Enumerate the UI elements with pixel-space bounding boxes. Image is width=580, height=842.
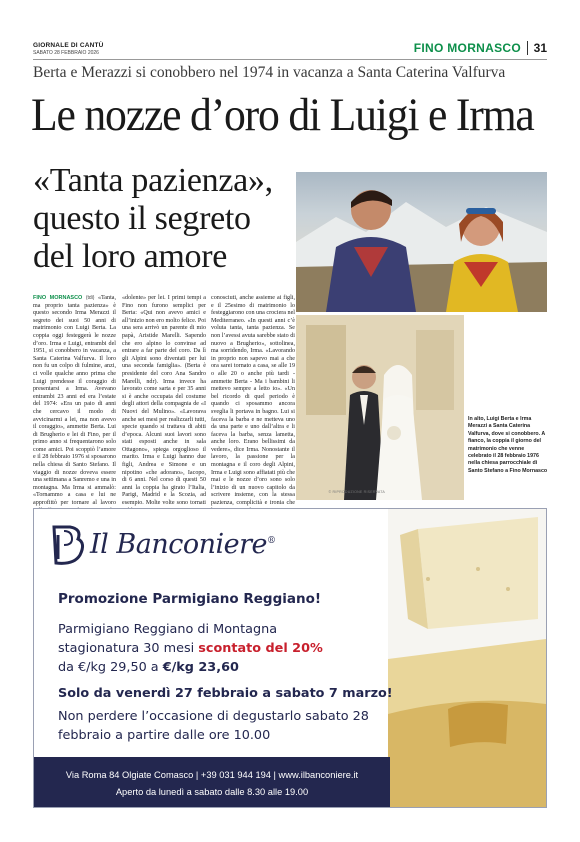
couple-mountain-photo — [296, 172, 547, 312]
discount-highlight: scontato del 20% — [198, 641, 323, 656]
article-subhead: «Tanta pazienza», questo il segreto del loro amore — [33, 162, 273, 275]
aging-discount: stagionatura 30 mesi scontato del 20% — [58, 641, 323, 656]
parmigiano-photo — [388, 509, 546, 808]
promo-title: Promozione Parmigiano Reggiano! — [58, 591, 322, 607]
price-change: da €/kg 29,50 a €/kg 23,60 — [58, 660, 239, 675]
advertisement — [33, 508, 547, 808]
brand-name: Il Banconiere® — [90, 529, 276, 560]
page-number: 31 — [533, 41, 547, 55]
issue-date: SABATO 28 FEBBRAIO 2026 — [33, 50, 99, 56]
article-column — [33, 295, 116, 538]
dateline-tag: (tdi) — [85, 295, 95, 301]
wedding-photo — [296, 315, 464, 500]
brand-logo — [48, 523, 298, 569]
article-headline: Le nozze d’oro di Luigi e Irma — [31, 89, 534, 141]
page-header — [33, 38, 547, 60]
article-kicker: Berta e Merazzi si conobbero nel 1974 in vacanza a Santa Caterina Valfurva — [33, 64, 506, 81]
product-name: Parmigiano Reggiano di Montagna — [58, 622, 278, 637]
copyright-credit: © RIPRODUZIONE RISERVATA — [328, 490, 385, 494]
article-column: conosciuti, anche assieme ai figli, e il 25esimo di matrimonio lo festeggiarono con una crociera nel Mediterraneo. «In questi anni c’è voluta tanta, tanta pazienza. Se non l’avessi avuta sarebbe stato di nuovo a Brugherio», sottolinea, ma sorridendo, Irma. «Lavorando in proprio non sapevo mai a che ora sarei tornato a casa, se alle 19 o alle 20 o anche più tardi - ammette Berta - Ma i bambini li mettevo sempre a letto io». «Un bel ricordo di quel periodo è quando ci sposammo ancora sveglia li portava in bagno. Lui si faceva la barba e ne metteva uno da una parte e uno dall’altra e li faceva la barba, senza lametta, anche loro. Erano bellissimi da vedere», dice Irma. Nonostante il lavoro, la passione per la montagna e il coro degli Alpini, Irma e Luigi sono affiatati più che mai e le nozze d’oro sono solo l’inizio di un nuovo capitolo da scrivere insieme, con la stessa pazienza, complicità e ironia che — [211, 295, 295, 507]
column-text: «Tanta, ma proprio tanta pazienza» è questo secondo Irma Merazzi il segreto dei suoi 50 anni di matrimonio con Luigi Berta. La coppia oggi festeggerà le nozze d’oro. Irma e Luigi, entrambi del 1951, si conobbero in vacanza, a Santa Caterina Valfurva. Il loro non fu un colpo di fulmine, anzi, ci volle qualche anno prima che Luigi prendesse il coraggio di presentarsi a Irma. Avevano entrambi 23 anni ed era l’estate del 1974: «Era un paio di anni che cercavo il modo di avvicinarmi a lei, ma non avevo il coraggio», ammette Berta. Lui di Brugherio e lei di Fino, per il primo anno si frequentarono solo come amici. Poi scoppiò l’amore e il 28 febbraio 1976 si sposarono nella chiesa di Santo Stefano. Il viaggio di nozze doveva essere una settimana a Sanremo e una in montagna. Ma Irma si ammalò: «Tornammo a casa e lui ne approfittò per tornare al lavoro — [33, 295, 116, 507]
dateline-place: FINO MORNASCO — [33, 295, 83, 301]
newspaper-name: GIORNALE DI CANTÙ — [33, 42, 104, 49]
store-info-bar — [34, 757, 390, 808]
new-price: €/kg 23,60 — [162, 660, 239, 675]
photo-caption: In alto, Luigi Berta e Irma Merazzi a Santa Caterina Valfurva, dove si conobbero. A fianco, la coppia il giorno del matrimonio che venne celebrato il 28 febbraio 1976 nella chiesa parrocchiale di Santo Stefano a Fino Mornasco — [468, 416, 548, 474]
section-name: FINO MORNASCO — [413, 41, 521, 55]
article-column: «dolente» per lei. I primi tempi a Fino non furono semplici per Berta: «Qui non avevo amici e all’inizio non ero molto felice. Poi una sera arrivò un parente di mio papà, Aristide Marelli. Sapendo che ero alpino lo convinse ad entrare a far parte del coro. Da lì gli Alpini sono diventati per lui una seconda famiglia». (Berta è presidente del coro Ana Sandro Marelli, ndr). Irma invece ha lavorato come sarta e per 35 anni si è anche occupata del costume degli attori della compagnia de «I Nuovi del Mulino». «Lavorava anche sei mesi per realizzarli tutti, specie quando si trattava di abiti d’epoca. Alcuni suoi lavori sono stati esposti anche in sala Ottagono», spiega orgoglioso il marito. Irma e Luigi hanno due figli, Andrea e Simone e un nipotino «che adorano», Iacopo, di 6 anni. Nel corso di questi 50 anni la coppia ha girato l’Italia, Parigi, Madrid e la Scozia, ad esempio. Molte volte sono tornati — [122, 295, 206, 507]
store-hours: Aperto da lunedì a sabato dalle 8.30 alle 19.00 — [115, 787, 309, 797]
store-contact: Via Roma 84 Olgiate Comasco | +39 031 944 194 | www.ilbanconiere.it — [65, 770, 359, 780]
header-divider — [527, 41, 528, 55]
brand-monogram-icon — [48, 523, 86, 567]
promo-details — [58, 620, 398, 677]
promo-dates: Solo da venerdì 27 febbraio a sabato 7 marzo! — [58, 686, 393, 701]
tasting-note: Non perdere l’occasione di degustarlo sabato 28 febbraio a partire dalle ore 10.00 — [58, 709, 369, 743]
